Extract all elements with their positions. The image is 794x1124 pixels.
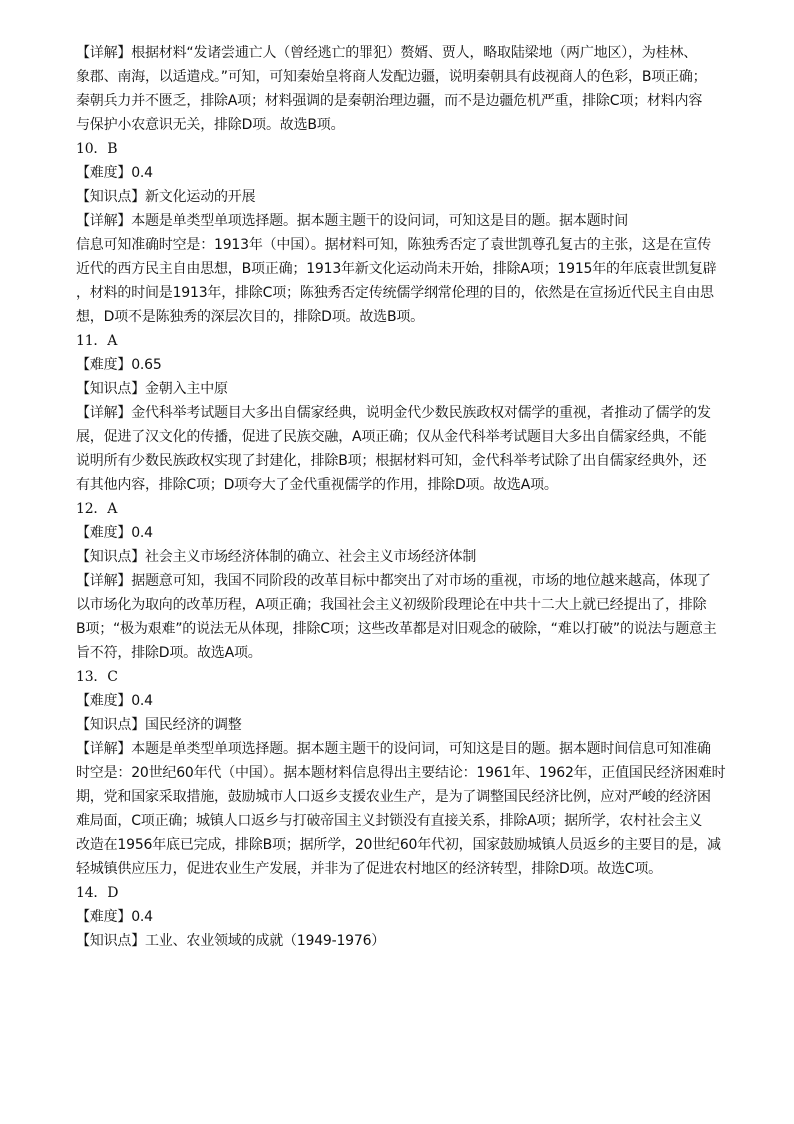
explanation-line: 期，党和国家采取措施，鼓励城市人口返乡支援农业生产，是为了调整国民经济比例，应对严峻的经济困 <box>76 789 711 805</box>
difficulty-line: 【难度】0.4 <box>76 165 153 181</box>
explanation-line: 【详解】金代科举考试题目大多出自儒家经典，说明金代少数民族政权对儒学的重视，者推动了儒学的发 <box>76 405 711 421</box>
difficulty-line: 【难度】0.4 <box>76 909 153 925</box>
answer-line: 10．B <box>76 141 118 157</box>
explanation-line: 【详解】据题意可知，我国不同阶段的改革目标中都突出了对市场的重视，市场的地位越来越高，体现了 <box>76 573 711 589</box>
explanation-line: 与保护小农意识无关，排除D项。故选B项。 <box>76 117 345 133</box>
q12-block <box>76 500 726 668</box>
explanation-line: 有其他内容，排除C项；D项夸大了金代重视儒学的作用，排除D项。故选A项。 <box>76 477 558 493</box>
answer-explanations <box>76 44 726 956</box>
knowledge-point-line: 【知识点】国民经济的调整 <box>76 717 242 733</box>
difficulty-line: 【难度】0.65 <box>76 357 162 373</box>
explanation-line: 象郡、南海，以适遣戍。”可知，可知秦始皇将商人发配边疆，说明秦朝具有歧视商人的色彩，B项正确； <box>76 69 707 85</box>
explanation-line: 以市场化为取向的改革历程，A项正确；我国社会主义初级阶段理论在中共十二大上就已经提出了，排除 <box>76 597 707 613</box>
difficulty-line: 【难度】0.4 <box>76 693 153 709</box>
q13-block <box>76 668 726 884</box>
q14-block <box>76 884 726 956</box>
explanation-line: 改造在1956年底已完成，排除B项；据所学，20世纪60年代初，国家鼓励城镇人员返乡的主要目的是，减 <box>76 837 721 853</box>
explanation-line: 近代的西方民主自由思想，B项正确；1913年新文化运动尚未开始，排除A项；1915年的年底袁世凯复辟 <box>76 261 717 277</box>
explanation-line: 信息可知准确时空是：1913年（中国）。据材料可知，陈独秀否定了袁世凯尊孔复古的主张，这是在宣传 <box>76 237 712 253</box>
explanation-line: 难局面，C项正确；城镇人口返乡与打破帝国主义封锁没有直接关系，排除A项；据所学，农村社会主义 <box>76 813 703 829</box>
explanation-line: 时空是：20世纪60年代（中国）。据本题材料信息得出主要结论：1961年、1962年，正值国民经济困难时 <box>76 765 726 781</box>
explanation-line: 秦朝兵力并不匮乏，排除A项；材料强调的是秦朝治理边疆，而不是边疆危机严重，排除C项；材料内容 <box>76 93 703 109</box>
answer-line: 13．C <box>76 669 118 685</box>
q10-block <box>76 140 726 332</box>
knowledge-point-line: 【知识点】新文化运动的开展 <box>76 189 256 205</box>
explanation-line: 【详解】本题是单类型单项选择题。据本题主题干的设问词，可知这是目的题。据本题时间 <box>76 213 628 229</box>
explanation-line: 【详解】根据材料“发诸尝逋亡人（曾经逃亡的罪犯）赘婿、贾人，略取陆梁地（两广地区），为桂林、 <box>76 45 698 61</box>
explanation-line: ，材料的时间是1913年，排除C项；陈独秀否定传统儒学纲常伦理的目的，依然是在宣扬近代民主自由思 <box>76 285 714 301</box>
q9-explanation <box>76 44 726 140</box>
answer-line: 14．D <box>76 885 119 901</box>
explanation-line: 【详解】本题是单类型单项选择题。据本题主题干的设问词，可知这是目的题。据本题时间信息可知准确 <box>76 741 711 757</box>
explanation-line: 说明所有少数民族政权实现了封建化，排除B项；根据材料可知，金代科举考试除了出自儒家经典外，还 <box>76 453 707 469</box>
knowledge-point-line: 【知识点】金朝入主中原 <box>76 381 228 397</box>
difficulty-line: 【难度】0.4 <box>76 525 153 541</box>
explanation-line: 轻城镇供应压力，促进农业生产发展，并非为了促进农村地区的经济转型，排除D项。故选C项。 <box>76 861 662 877</box>
q11-block <box>76 332 726 500</box>
answer-line: 11．A <box>76 333 118 349</box>
knowledge-point-line: 【知识点】社会主义市场经济体制的确立、社会主义市场经济体制 <box>76 549 477 565</box>
explanation-line: 旨不符，排除D项。故选A项。 <box>76 645 262 661</box>
explanation-line: 展，促进了汉文化的传播，促进了民族交融，A项正确；仅从金代科举考试题目大多出自儒家经典，不能 <box>76 429 707 445</box>
explanation-line: 想，D项不是陈独秀的深层次目的，排除D项。故选B项。 <box>76 309 424 325</box>
knowledge-point-line: 【知识点】工业、农业领域的成就（1949-1976） <box>76 933 386 949</box>
answer-line: 12．A <box>76 501 118 517</box>
explanation-line: B项；“极为艰难”的说法无从体现，排除C项；这些改革都是对旧观念的破除，“难以打破”的说法与题意主 <box>76 621 717 637</box>
